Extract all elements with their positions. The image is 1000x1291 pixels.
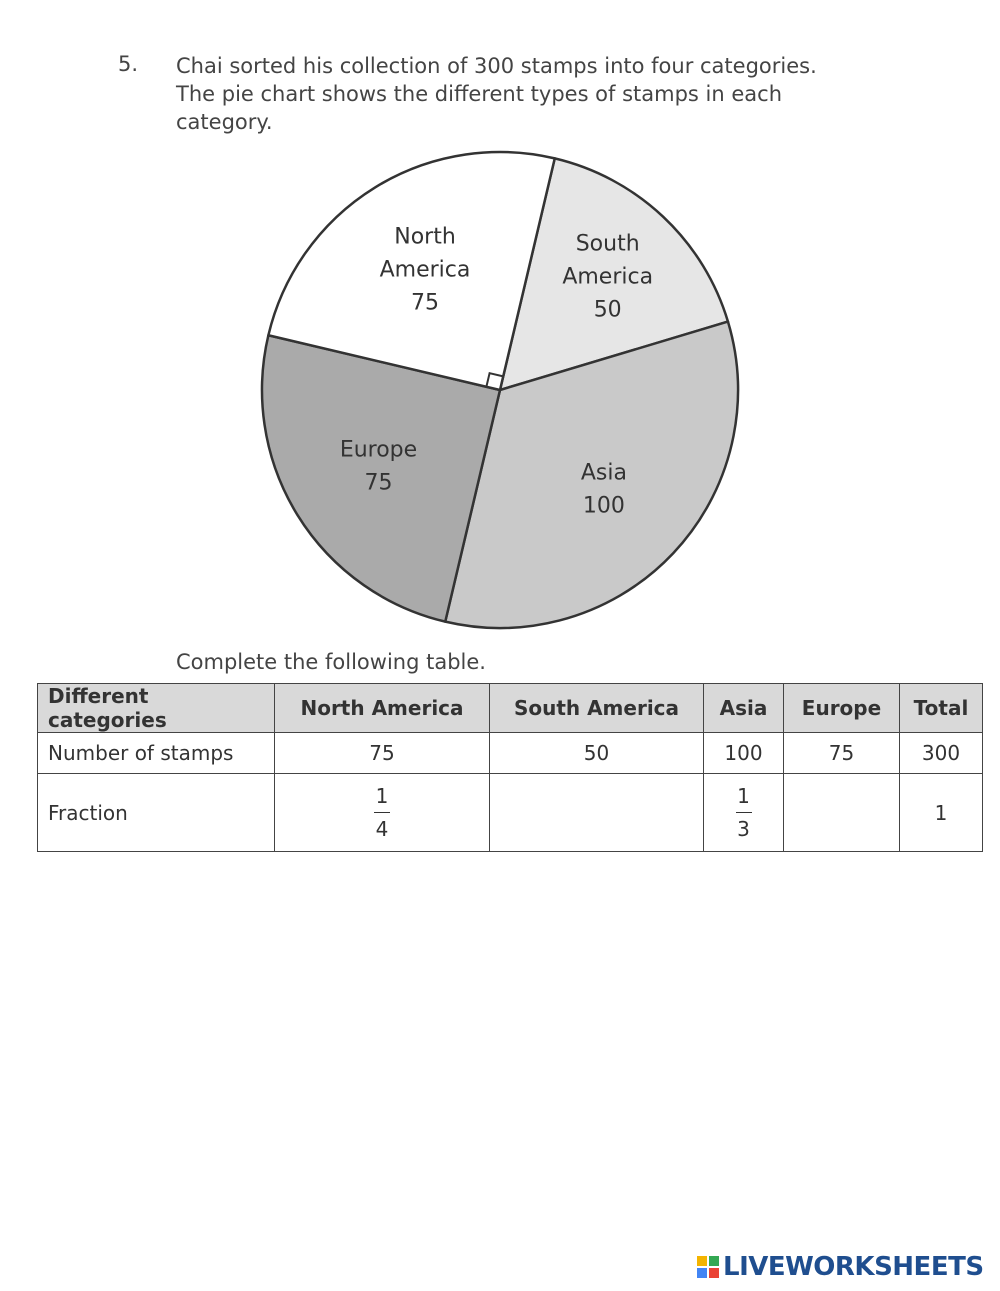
pie-chart xyxy=(250,140,750,640)
row-label-fraction: Fraction xyxy=(38,774,275,852)
cell-fraction-north-america xyxy=(275,774,490,852)
header-cell-total: Total xyxy=(900,684,983,733)
fraction-asia xyxy=(736,782,752,843)
question-line: The pie chart shows the different types of stamps in each xyxy=(176,82,783,106)
cell-stamps-europe: 75 xyxy=(784,733,900,774)
pie-category-label: South xyxy=(575,231,640,257)
fraction-numerator: 1 xyxy=(375,784,389,808)
fraction-north-america xyxy=(374,782,390,843)
cell-fraction-asia xyxy=(704,774,784,852)
cell-stamps-asia: 100 xyxy=(704,733,784,774)
pie-value-label: 75 xyxy=(364,470,393,496)
fraction-numerator: 1 xyxy=(737,784,750,808)
cell-fraction-total: 1 xyxy=(900,774,983,852)
table-header-row xyxy=(38,684,983,733)
fraction-bar xyxy=(374,812,390,813)
fraction-denominator: 3 xyxy=(737,817,750,841)
question-number: 5. xyxy=(118,52,139,76)
pie-category-label: America xyxy=(379,257,471,283)
pie-value-label: 75 xyxy=(411,290,439,316)
liveworksheets-logo xyxy=(697,1252,984,1282)
question-line: category. xyxy=(176,110,273,134)
pie-value-label: 100 xyxy=(582,493,625,519)
header-cell-asia: Asia xyxy=(704,684,784,733)
header-cell-north-america: North America xyxy=(275,684,490,733)
question-text xyxy=(176,52,876,136)
logo-square xyxy=(709,1268,719,1278)
table-instruction: Complete the following table. xyxy=(176,650,486,674)
logo-square xyxy=(697,1268,707,1278)
liveworksheets-wordmark: LIVEWORKSHEETS xyxy=(723,1252,984,1282)
header-cell-categories: Different categories xyxy=(38,684,275,733)
cell-stamps-total: 300 xyxy=(900,733,983,774)
pie-category-label: Europe xyxy=(339,437,418,463)
pie-category-label: America xyxy=(562,264,654,290)
logo-square xyxy=(697,1256,707,1266)
cell-stamps-north-america: 75 xyxy=(275,733,490,774)
answer-cell-europe[interactable] xyxy=(784,774,900,852)
answer-cell-south-america[interactable] xyxy=(490,774,704,852)
pie-category-label: North xyxy=(394,224,456,250)
table-row-fraction xyxy=(38,774,983,852)
question-line: Chai sorted his collection of 300 stamps into four categories. xyxy=(176,54,817,78)
pie-value-label: 50 xyxy=(593,297,622,323)
cell-stamps-south-america: 50 xyxy=(490,733,704,774)
row-label-stamps: Number of stamps xyxy=(38,733,275,774)
table-row-stamps xyxy=(38,733,983,774)
liveworksheets-logo-icon xyxy=(697,1256,719,1278)
header-cell-europe: Europe xyxy=(784,684,900,733)
fraction-denominator: 4 xyxy=(375,817,389,841)
pie-category-label: Asia xyxy=(580,460,627,486)
stamps-table xyxy=(37,683,983,852)
logo-square xyxy=(709,1256,719,1266)
header-cell-south-america: South America xyxy=(490,684,704,733)
fraction-bar xyxy=(736,812,752,813)
